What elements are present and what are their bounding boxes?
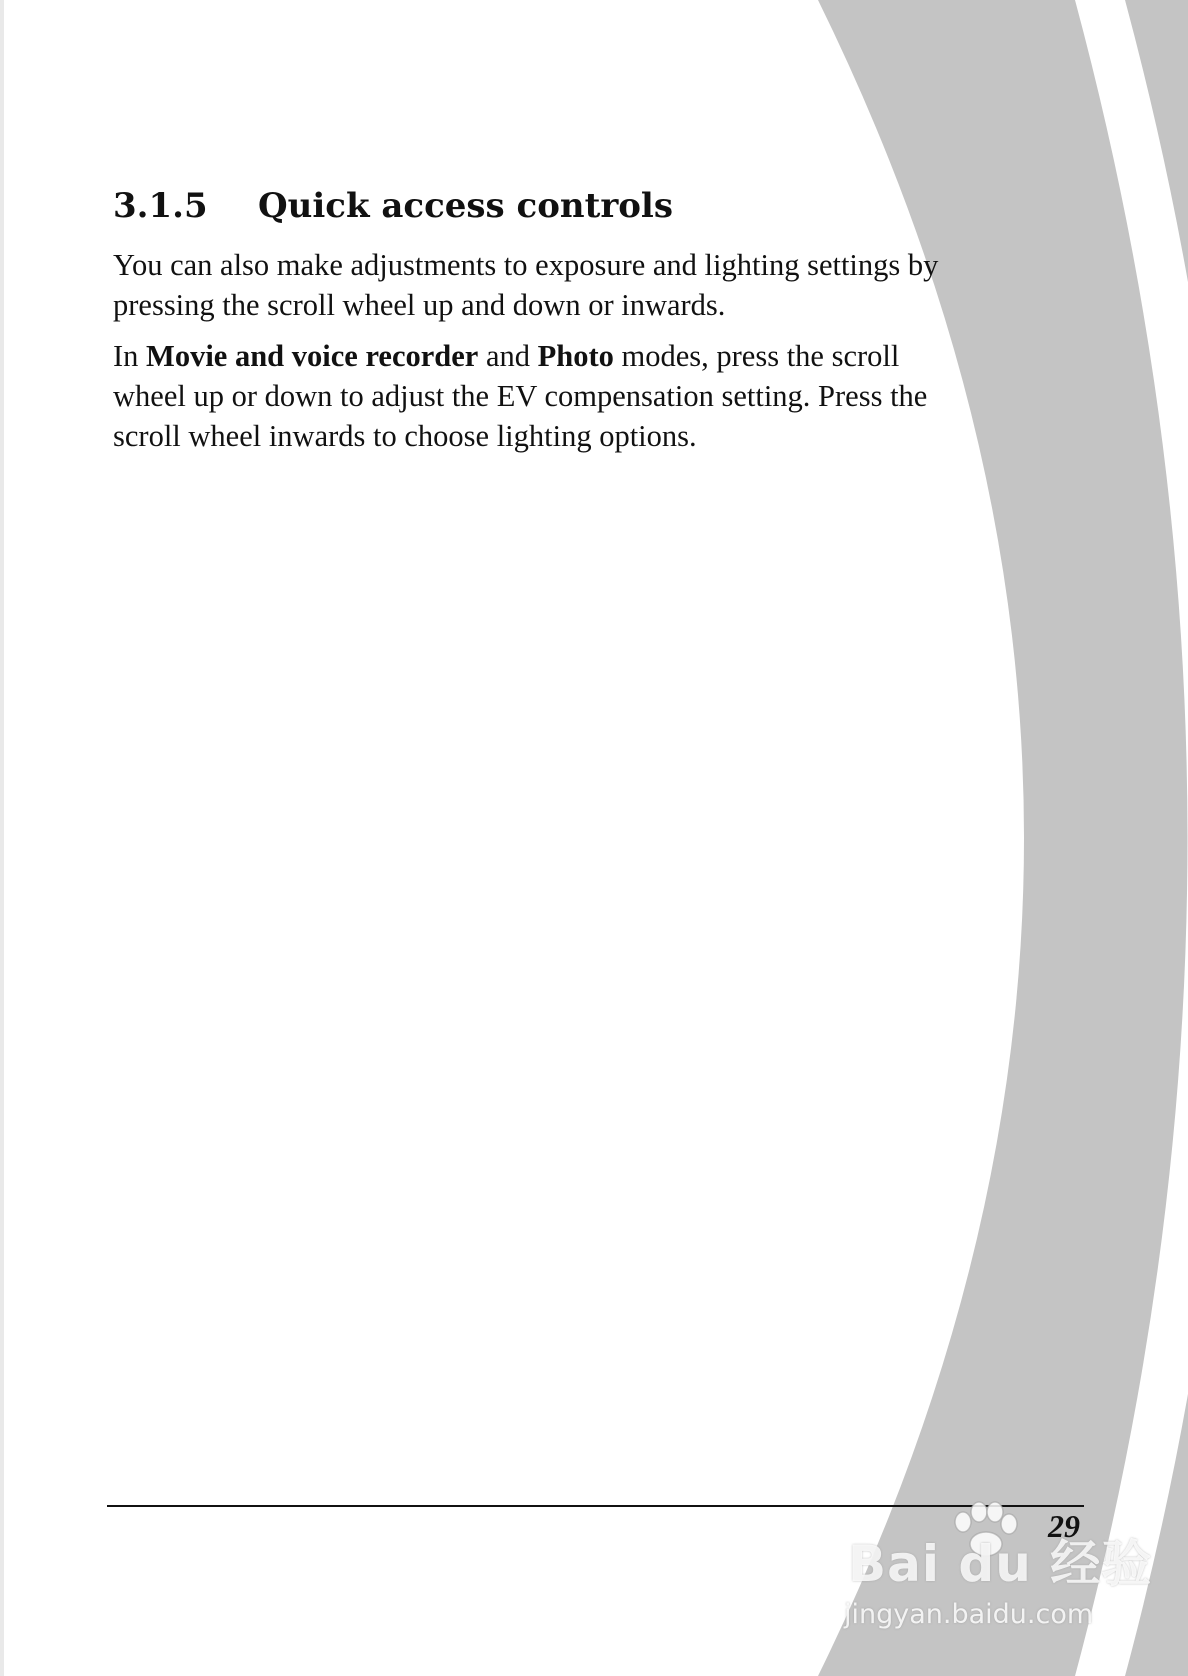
watermark-brand: Bai du 经验 bbox=[848, 1535, 1153, 1593]
section-heading bbox=[113, 182, 673, 230]
modes-prefix: In bbox=[113, 339, 147, 373]
modes-suffix: modes, press the scroll bbox=[613, 339, 900, 373]
paragraph-modes-line-2: wheel up or down to adjust the EV compensation setting. Press the bbox=[113, 379, 928, 413]
paragraph-modes-line-1 bbox=[113, 336, 927, 376]
mode-movie-voice-recorder: Movie and voice recorder bbox=[146, 339, 479, 373]
section-title: Quick access controls bbox=[258, 186, 673, 226]
paragraph-modes-line-3: scroll wheel inwards to choose lighting options. bbox=[113, 419, 697, 453]
baidu-watermark bbox=[840, 1500, 1153, 1640]
modes-conjunction: and bbox=[478, 339, 538, 373]
mode-photo: Photo bbox=[537, 339, 614, 373]
paragraph-intro-line-1: You can also make adjustments to exposure and lighting settings by bbox=[113, 248, 939, 282]
watermark-url: jingyan.baidu.com bbox=[844, 1599, 1094, 1630]
section-number: 3.1.5 bbox=[113, 186, 208, 226]
page-number: 29 bbox=[1048, 1508, 1080, 1544]
left-page-edge bbox=[0, 0, 4, 1676]
paragraph-intro-line-2: pressing the scroll wheel up and down or inwards. bbox=[113, 288, 726, 322]
paragraph-modes bbox=[113, 336, 927, 456]
paragraph-intro bbox=[113, 245, 938, 325]
